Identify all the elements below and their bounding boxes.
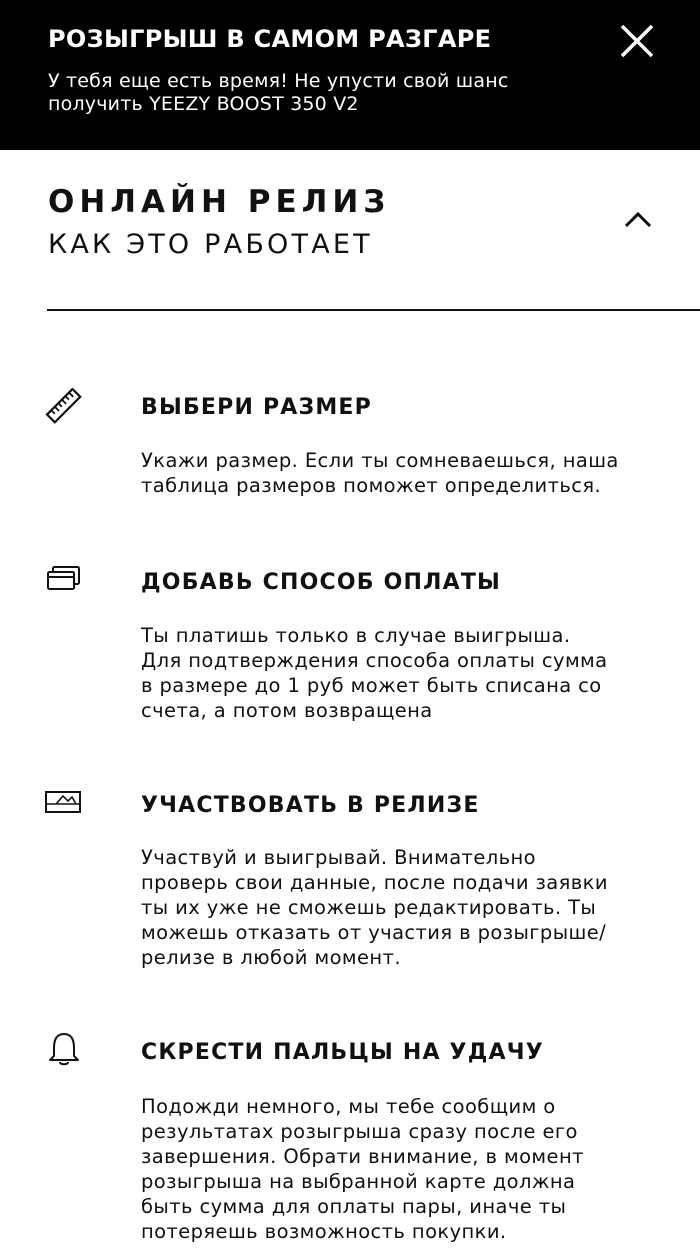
- banner-text: У тебя еще есть время! Не упусти свой шанс получить YEEZY BOOST 350 V2: [48, 70, 509, 115]
- step-description: Ты платишь только в случае выигрыша. Для подтверждения способа оплаты сумма в размере до 1 руб может быть списана со счета, а потом возвращена: [141, 624, 608, 722]
- ticket-icon: [44, 782, 84, 822]
- banner-title: РОЗЫГРЫШ В САМОМ РАЗГАРЕ: [48, 25, 492, 53]
- section-divider: [47, 309, 700, 311]
- step-title: УЧАСТВОВАТЬ В РЕЛИЗЕ: [141, 793, 480, 818]
- ruler-icon: [44, 386, 84, 426]
- close-button[interactable]: [614, 18, 660, 64]
- bell-icon: [44, 1029, 84, 1069]
- chevron-up-icon: [620, 202, 656, 238]
- step-title: ДОБАВЬ СПОСОБ ОПЛАТЫ: [141, 570, 502, 595]
- release-header[interactable]: [48, 178, 658, 278]
- step-description: Подожди немного, мы тебе сообщим о результатах розыгрыша сразу после его завершения. Обрати внимание, в момент розыгрыша на выбранной карте должна быть сумма для оплаты пары, иначе ты потеряешь возможность покупки.: [141, 1095, 584, 1243]
- section-subtitle: КАК ЭТО РАБОТАЕТ: [48, 229, 373, 260]
- step-description: Участвуй и выигрывай. Внимательно проверь свои данные, после подачи заявки ты их уже не сможешь редактировать. Ты можешь отказать от участия в розыгрыше/ релизе в любой момент.: [141, 846, 608, 969]
- close-icon: [614, 18, 660, 64]
- section-title: ОНЛАЙН РЕЛИЗ: [48, 184, 391, 220]
- step-title: ВЫБЕРИ РАЗМЕР: [141, 395, 372, 420]
- step-title: СКРЕСТИ ПАЛЬЦЫ НА УДАЧУ: [141, 1040, 544, 1065]
- step-description: Укажи размер. Если ты сомневаешься, наша таблица размеров поможет определиться.: [141, 449, 619, 497]
- collapse-button[interactable]: [620, 202, 656, 238]
- raffle-banner: [0, 0, 700, 150]
- cards-icon: [44, 561, 84, 601]
